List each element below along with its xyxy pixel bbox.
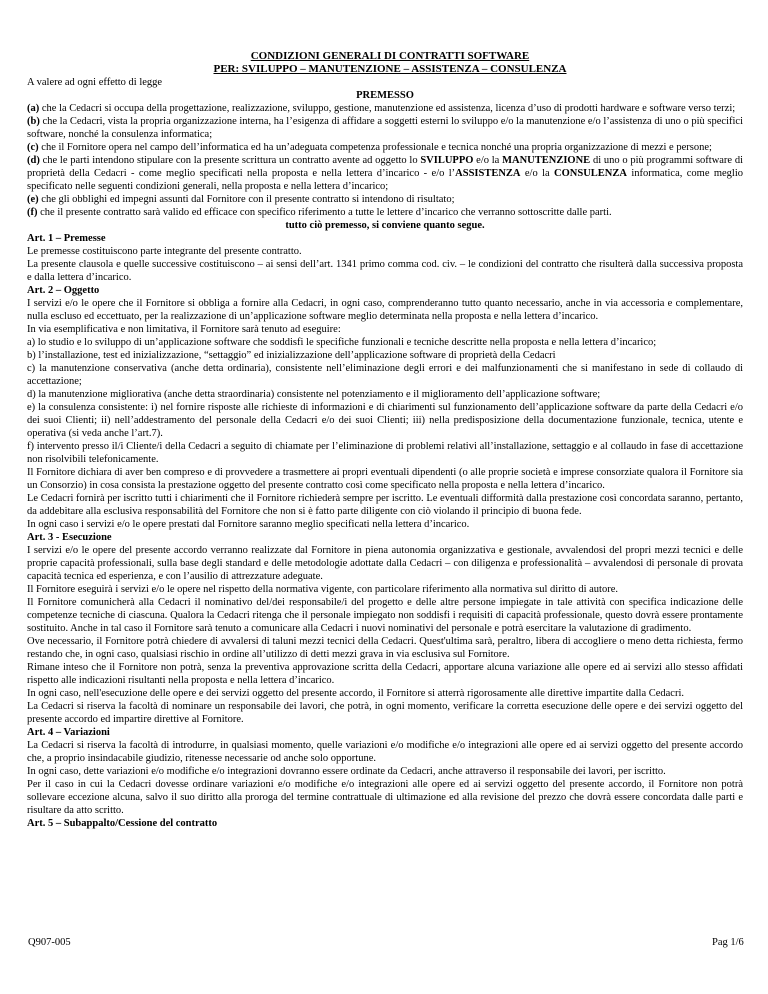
art2-item-f: f) intervento presso il/i Cliente/i della Cedacri a seguito di chiamate per l’eliminazione di problemi relativi all’installazione, settaggio e al collaudo in fase di accettazione non risolvibili telefonicamente. [27,441,743,465]
keyword-manutenzione: MANUTENZIONE [502,155,591,166]
art3-paragraph: Rimane inteso che il Fornitore non potrà, senza la preventiva approvazione scritta della Cedacri, apportare alcuna variazione alle opere ed ai servizi allo stesso affidati rispetto alle indicazioni risultanti nella proposta e nella lettera d’incarico. [27,662,743,686]
premesso-d-text-2: e/o la [473,155,503,166]
art3-paragraph: Il Fornitore eseguirà i servizi e/o le opere nel rispetto della normativa vigente, con particolare riferimento alla normativa sul diritto di autore. [27,584,618,595]
art2-item-b: b) l’installazione, test ed inizializzazione, “settaggio” ed inizializzazione dell’applicazione software di proprietà della Cedacri [27,350,556,361]
title-line-1: CONDIZIONI GENERALI DI CONTRATTI SOFTWARE [250,50,530,62]
art3-paragraph: I servizi e/o le opere del presente accordo verranno realizzate dal Fornitore in piena autonomia organizzativa e gestionale, avvalendosi del propri mezzi tecnici e delle proprie capacità professionali, sulla base degli standard e delle metodologie adottate dalla Cedacri – con diligenza e professionalità – avvalendosi di personale di provata capacità tecnica ed esperienza, e con l’ausilio di attrezzature adeguate. [27,545,743,582]
art4-paragraph: La Cedacri si riserva la facoltà di introdurre, in qualsiasi momento, quelle variazioni e/o modifiche e/o integrazioni alle opere ed ai servizi oggetto del presente accordo che, a proprio insindacabile giudizio, ritenesse necessarie od anche solo opportune. [27,740,743,764]
premesso-f-label: (f) [27,207,38,218]
art2-paragraph: In ogni caso i servizi e/o le opere prestati dal Fornitore saranno meglio specificati nella lettera d’incarico. [27,519,470,530]
art2-item-a: a) lo studio e lo sviluppo di un’applicazione software che soddisfi le specifiche funzionali e tecniche descritte nella proposta e nella lettera d’incarico; [27,337,657,348]
premesso-f [27,206,743,219]
art2-item-e: e) la consulenza consistente: i) nel fornire risposte alle richieste di informazioni e di chiarimenti sul funzionamento dell’applicazione software da parte della Cedacri e/o dei suoi Clienti; ii) nell’addestramento del personale della Cedacri e/o dei suoi Clienti; iii) nella predisposizione della documentazione funzionale, tecnica, utente e operativa (si veda anche l’art.7). [27,402,743,439]
premesso-e [27,193,743,206]
art2-heading: Art. 2 – Oggetto [27,285,100,296]
art2-paragraph: Il Fornitore dichiara di aver ben compreso e di provvedere a trasmettere ai propri eventuali dipendenti (o alle proprie società e imprese consorziate qualora il Fornitore sia un Consorzio) in cosa consista la prestazione oggetto del presente contratto così come specificato nella proposta e nella lettera d’incarico. [27,467,743,491]
art2-paragraph: I servizi e/o le opere che il Fornitore si obbliga a fornire alla Cedacri, in ogni caso, comprenderanno tutto quanto necessario, anche in via accessoria e complementare, nulla escluso ed eccettuato, per la realizzazione di un’applicazione software meglio determinata nella proposta e nella lettera d’incarico. [27,298,743,322]
art3-heading: Art. 3 - Esecuzione [27,532,112,543]
keyword-assistenza: ASSISTENZA [455,168,521,179]
premesso-d-text-3: di uno o più programmi software di proprietà della Cedacri - come meglio specificati nella proposta e nella lettera d’incarico - e/o l’ [27,155,744,179]
premesso-a [27,102,743,115]
art1-heading: Art. 1 – Premesse [27,233,106,244]
premesso-e-label: (e) [27,194,39,205]
title-line-2: PER: SVILUPPO – MANUTENZIONE – ASSISTENZA – CONSULENZA [213,63,567,75]
premesso-e-text: che gli obblighi ed impegni assunti dal Fornitore con il presente contratto si intendono di risultato; [38,194,455,205]
keyword-sviluppo: SVILUPPO [420,155,474,166]
premesso-b-label: (b) [27,116,40,127]
premesso-d [27,154,743,193]
premesso-heading: PREMESSO [356,90,414,101]
premesso-a-text: che la Cedacri si occupa della progettazione, realizzazione, sviluppo, gestione, manutenzione ed assistenza, licenza d’uso di prodotti hardware e software verso terzi; [39,103,736,114]
art2-item-d: d) la manutenzione migliorativa (anche detta straordinaria) consistente nel potenziamento e il miglioramento dell’applicazione software; [27,389,601,400]
art2-paragraph: Le Cedacri fornirà per iscritto tutti i chiarimenti che il Fornitore richiederà sempre per iscritto. Le eventuali difformità dalla prestazione così concordata saranno, pertanto, da addebitare alla esclusiva responsabilità del Fornitore che non si è fatto parte diligente con ciò violando il principio di buona fede. [27,493,743,517]
document-body [27,76,743,830]
premesso-closing: tutto ciò premesso, si conviene quanto segue. [285,220,485,231]
premesso-f-text: che il presente contratto sarà valido ed efficace con specifico riferimento a tutte le lettere d’incarico che verranno sottoscritte dalle parti. [37,207,612,218]
keyword-consulenza: CONSULENZA [554,168,627,179]
art3-paragraph: Il Fornitore comunicherà alla Cedacri il nominativo del/dei responsabile/i del progetto e delle altre persone impiegate in tale attività con specifica indicazione delle competenze tecniche di ciascuna. Qualora la Cedacri ritenga che il personale impiegato non soddisfi i requisiti di capacità professionale, questo dovrà essere prontamente sostituito. Anche in tal caso il Fornitore sarà tenuto a comunicare alla Cedacri i nuovi nominativi del personale e potrà esercitare la valutazione di gradimento. [27,597,743,634]
art3-paragraph: Ove necessario, il Fornitore potrà chiedere di avvalersi di taluni mezzi tecnici della Cedacri. Quest'ultima sarà, peraltro, libera di accogliere o meno detta richiesta, fermo restando che, in ogni caso, qualsiasi rischio in ordine all’utilizzo di detti mezzi grava in via esclusiva sul Fornitore. [27,636,743,660]
premesso-c-label: (c) [27,142,39,153]
art4-paragraph: In ogni caso, dette variazioni e/o modifiche e/o integrazioni dovranno essere ordinate da Cedacri, anche attraverso il responsabile dei lavori, per iscritto. [27,766,666,777]
premesso-c [27,141,743,154]
art5-heading: Art. 5 – Subappalto/Cessione del contratto [27,818,218,829]
art1-paragraph: La presente clausola e quelle successive costituiscono – ai sensi dell’art. 1341 primo comma cod. civ. – le condizioni del contratto che risulterà dalla successiva proposta e dalla lettera d’incarico. [27,259,743,283]
premesso-d-text-1: che le parti intendono stipulare con la presente scrittura un contratto avente ad oggetto lo [39,155,421,166]
premesso-d-label: (d) [27,155,40,166]
premesso-d-text-5: informatica, come meglio specificato nelle seguenti condizioni generali, nella proposta e nella lettera d’incarico; [27,168,744,192]
preamble: A valere ad ogni effetto di legge [27,77,163,88]
art1-paragraph: Le premesse costituiscono parte integrante del presente contratto. [27,246,302,257]
art4-paragraph: Per il caso in cui la Cedacri dovesse ordinare variazioni e/o modifiche e/o integrazioni alle opere ed ai servizi oggetto del presente accordo, il Fornitore non potrà sollevare eccezione alcuna, salvo il suo diritto alla proroga del termine contrattuale di ultimazione ed alla revisione del prezzo che dovrà essere concordata dalle parti e risultare da atto scritto. [27,779,743,816]
art2-item-c: c) la manutenzione conservativa (anche detta ordinaria), consistente nell’eliminazione degli errori e dei malfunzionamenti che si manifestano in sede di collaudo di accettazione; [27,363,743,387]
art3-paragraph: In ogni caso, nell'esecuzione delle opere e dei servizi oggetto del presente accordo, il Fornitore si atterrà rigorosamente alle direttive impartite dalla Cedacri. [27,688,685,699]
premesso-d-text-4: e/o la [520,168,555,179]
premesso-c-text: che il Fornitore opera nel campo dell’informatica ed ha un’adeguata competenza professionale e tecnica nonché una propria organizzazione di mezzi e persone; [38,142,712,153]
footer-page-number: Pag 1/6 [712,937,744,948]
premesso-b [27,115,743,141]
premesso-b-text: che la Cedacri, vista la propria organizzazione interna, ha l’esigenza di affidare a soggetti esterni lo sviluppo e/o la manutenzione e/o l’assistenza di uno o più specifici software, nonché la consulenza informatica; [27,116,743,140]
premesso-a-label: (a) [27,103,40,114]
document-title [0,50,768,76]
art3-paragraph: La Cedacri si riserva la facoltà di nominare un responsabile dei lavori, che potrà, in ogni momento, verificare la corretta esecuzione delle opere e dei servizi oggetto del presente accordo ed impartire direttive al Fornitore. [27,701,743,725]
art4-heading: Art. 4 – Variazioni [27,727,110,738]
footer-document-code: Q907-005 [28,937,71,948]
art2-paragraph: In via esemplificativa e non limitativa, il Fornitore sarà tenuto ad eseguire: [27,324,341,335]
